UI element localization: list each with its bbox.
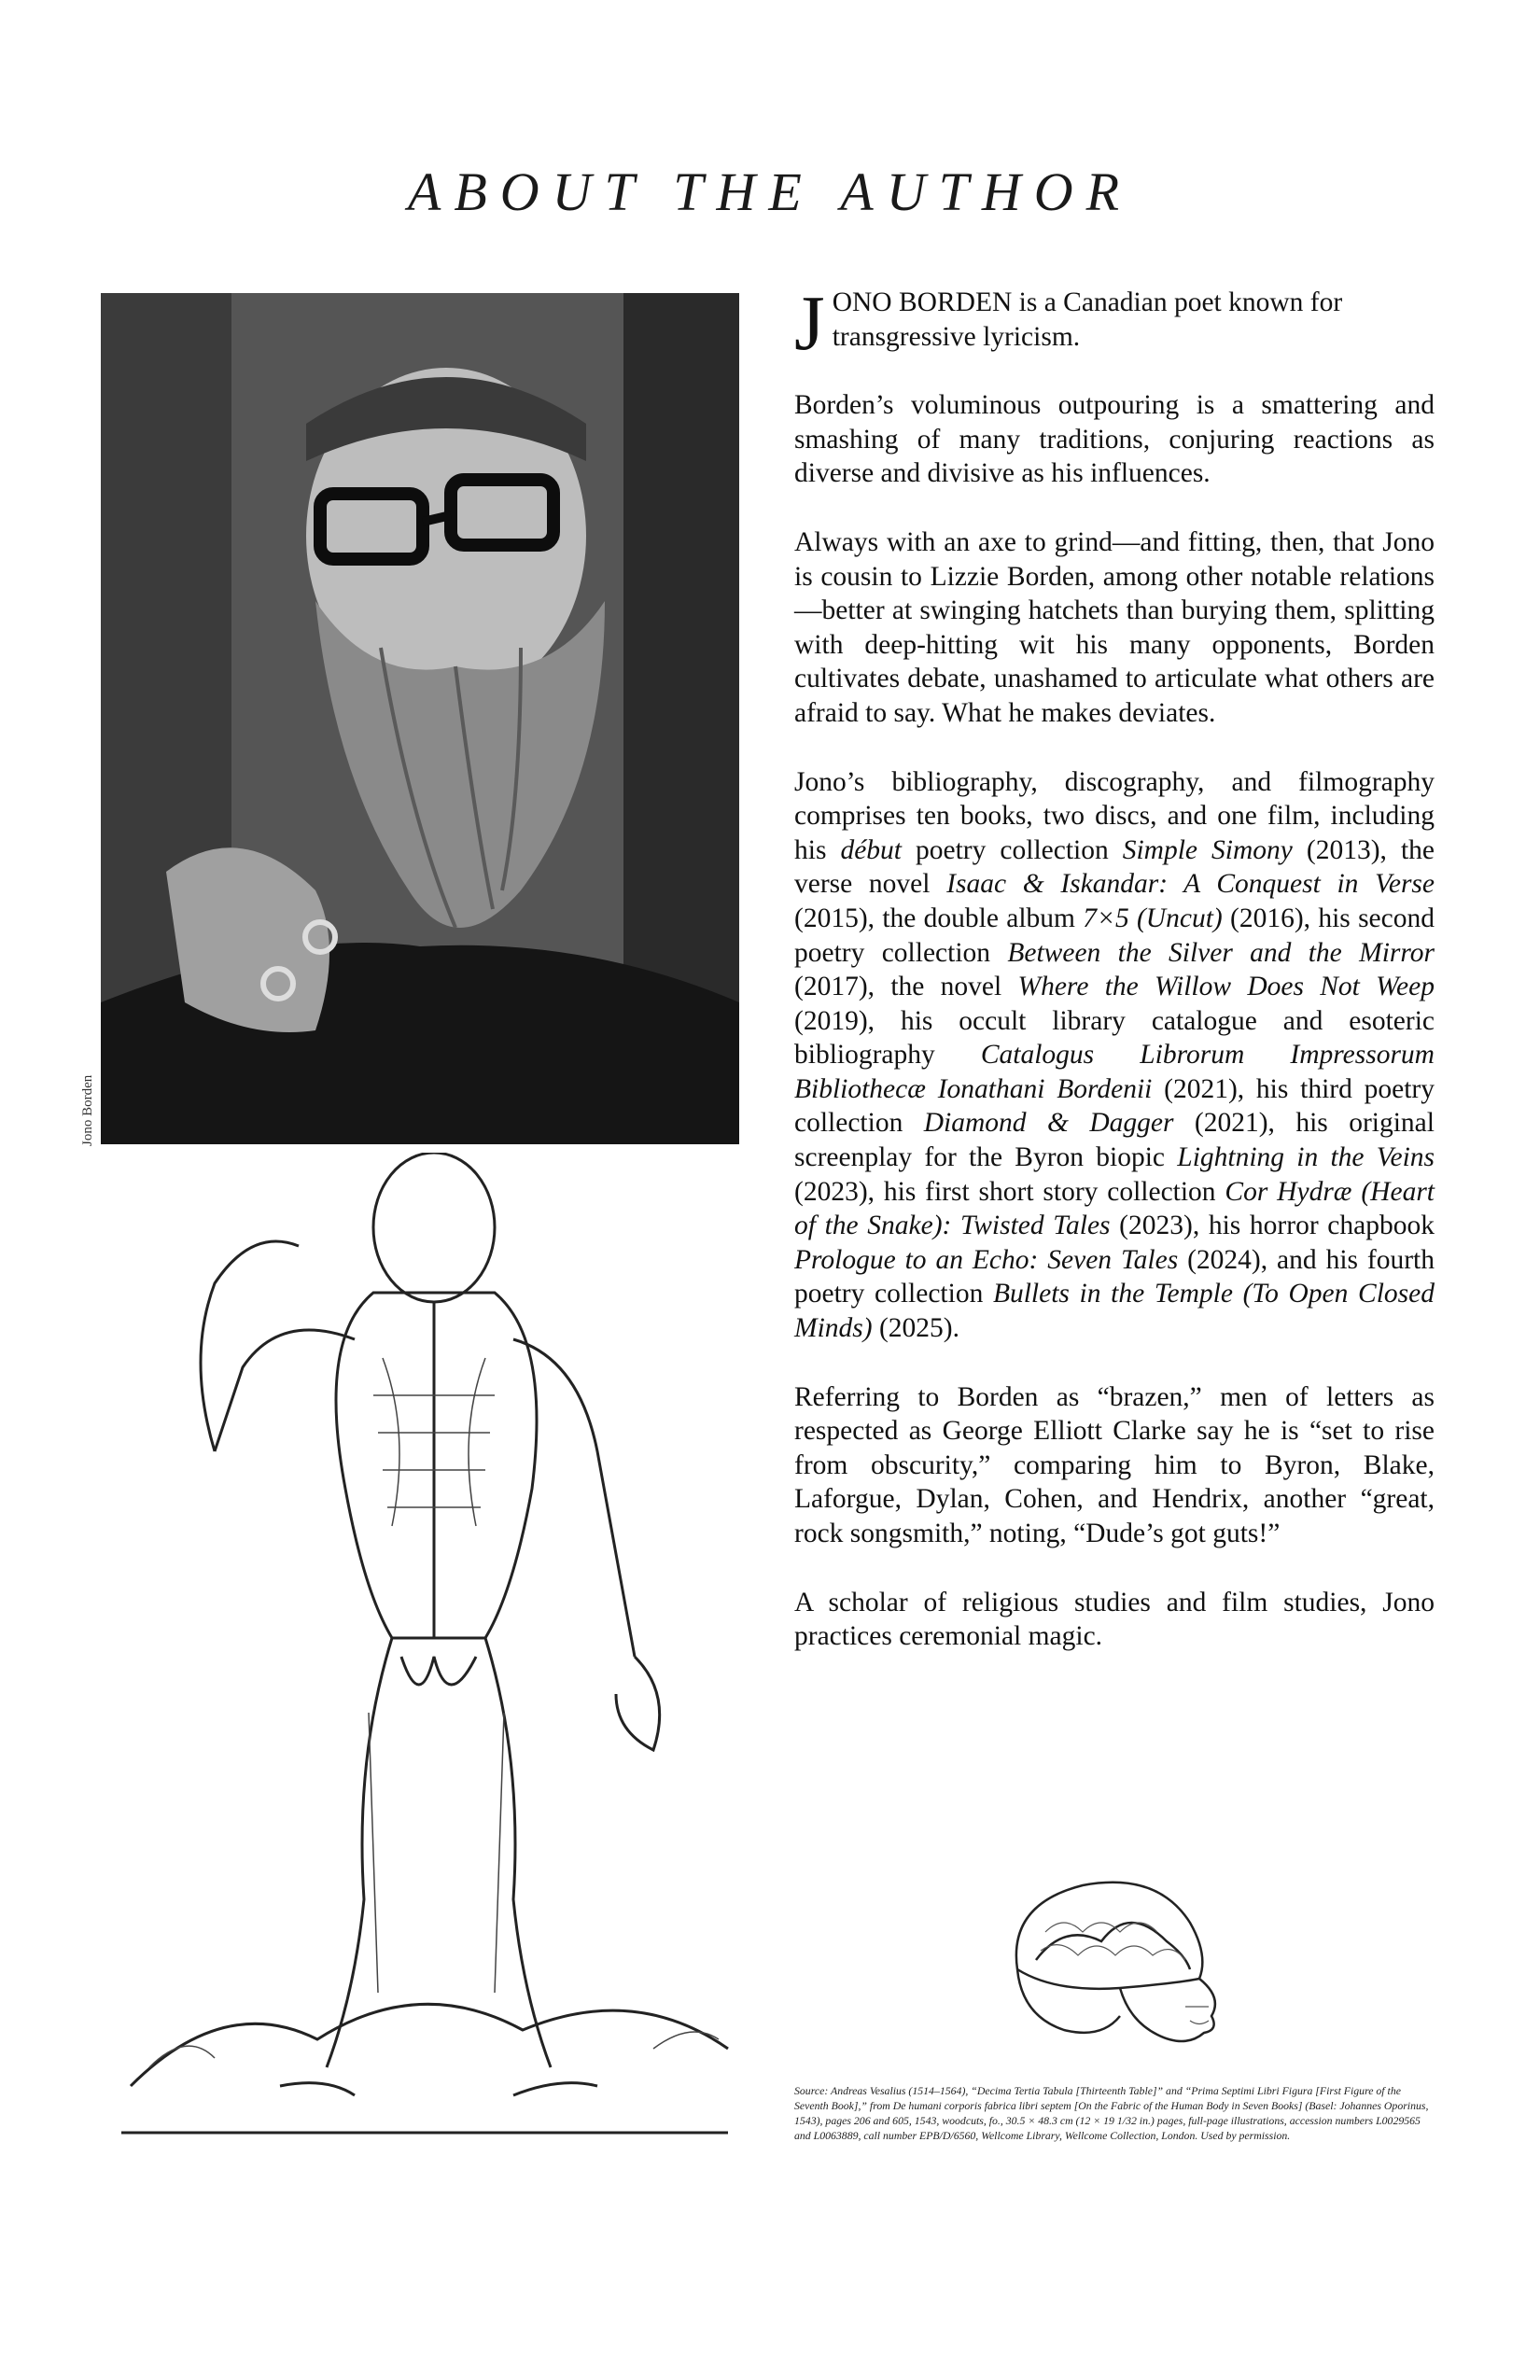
- bio-intro: [794, 280, 1435, 367]
- work-title: Between the Silver and the Mirror: [1007, 937, 1435, 968]
- bio-text: (2025).: [872, 1313, 959, 1344]
- work-title: 7×5 (Uncut): [1083, 903, 1223, 933]
- bio-text: Jono’s bibliography, discography, and filmography comprises ten books, two discs, and one film, including his: [794, 766, 1435, 865]
- bio-text: (2023), his horror chapbook: [1110, 1211, 1435, 1241]
- bio-text: (2021), his original screenplay for the Byron biopic: [794, 1108, 1435, 1173]
- bio-intro-text: ONO BORDEN is a Canadian poet known for transgressive lyricism.: [832, 287, 1343, 352]
- drop-cap: J: [794, 280, 825, 367]
- author-photo: [101, 293, 739, 1144]
- bio-text: (2016), his second poetry collection: [794, 903, 1435, 968]
- bio-text: (2017), the novel: [794, 972, 1018, 1002]
- work-title: Isaac & Iskandar: A Conquest in Verse: [946, 869, 1435, 900]
- bio-text: (2023), his first short story collection: [794, 1176, 1225, 1207]
- bio-text: (2019), his occult library catalogue and esoteric bibliography: [794, 1005, 1435, 1071]
- work-title: Cor Hydræ (Heart of the Snake): Twisted Tales: [794, 1176, 1435, 1241]
- work-title: Lightning in the Veins: [1177, 1142, 1435, 1173]
- bio-paragraph-4: [794, 765, 1435, 1346]
- bio-column: [794, 280, 1435, 1688]
- brain-illustration: [999, 1867, 1230, 2053]
- photo-credit: Jono Borden: [80, 1074, 95, 1146]
- bio-paragraph-5: Referring to Borden as “brazen,” men of letters as respected as George Elliott Clarke say he is “set to rise from obscurity,” comparing him to Byron, Blake, Laforgue, Dylan, Cohen, and Hendrix, another “great, rock songsmith,” noting, “Dude’s got guts!”: [794, 1381, 1435, 1548]
- image-source-note: Source: Andreas Vesalius (1514–1564), “Decima Tertia Tabula [Thirteenth Table]” and “Prima Septimi Libri Figura [First Figure of the Seventh Book],” from De humani corporis fabrica libri septem [On the Fabric of the Human Body in Seven Books] (Basel: Johannes Oporinus, 1543), pages 206 and 605, 1543, woodcuts, fo., 30.5 × 48.3 cm (12 × 19 1/32 in.) pages, full-page illustrations, accession numbers L0029565 and L0063889, call number EPB/D/6560, Wellcome Library, Wellcome Collection, London. Used by permission.: [794, 2084, 1429, 2142]
- work-title: Where the Willow Does Not Weep: [1017, 972, 1435, 1002]
- bio-text: poetry collection: [902, 834, 1123, 865]
- bio-paragraph-3: Always with an axe to grind—and fitting, then, that Jono is cousin to Lizzie Borden, among other notable relations—better at swinging hatchets than burying them, splitting with deep-hitting wit his many opponents, Borden cultivates debate, unashamed to articulate what others are afraid to say. What he makes deviates.: [794, 526, 1435, 728]
- work-title: Diamond & Dagger: [923, 1108, 1174, 1139]
- work-title: Prologue to an Echo: Seven Tales: [794, 1244, 1179, 1275]
- bio-text: (2021), his third poetry collection: [794, 1073, 1435, 1139]
- page-title: ABOUT THE AUTHOR: [407, 161, 1133, 222]
- work-title: Bullets in the Temple (To Open Closed Minds): [794, 1279, 1435, 1344]
- bio-text: (2024), and his fourth poetry collection: [794, 1244, 1435, 1309]
- bio-text: (2013), the verse novel: [794, 834, 1435, 900]
- work-title: début: [840, 834, 902, 865]
- bio-text: (2015), the double album: [794, 903, 1084, 933]
- bio-paragraph-2: Borden’s voluminous outpouring is a smattering and smashing of many traditions, conjuring reactions as diverse and divisive as his influences.: [794, 390, 1435, 489]
- work-title: Simple Simony: [1122, 834, 1293, 865]
- bio-paragraph-6: A scholar of religious studies and film studies, Jono practices ceremonial magic.: [794, 1587, 1435, 1652]
- anatomical-illustration: [112, 1153, 739, 2179]
- work-title: Catalogus Librorum Impressorum Bibliothecæ Ionathani Bordenii: [794, 1040, 1435, 1104]
